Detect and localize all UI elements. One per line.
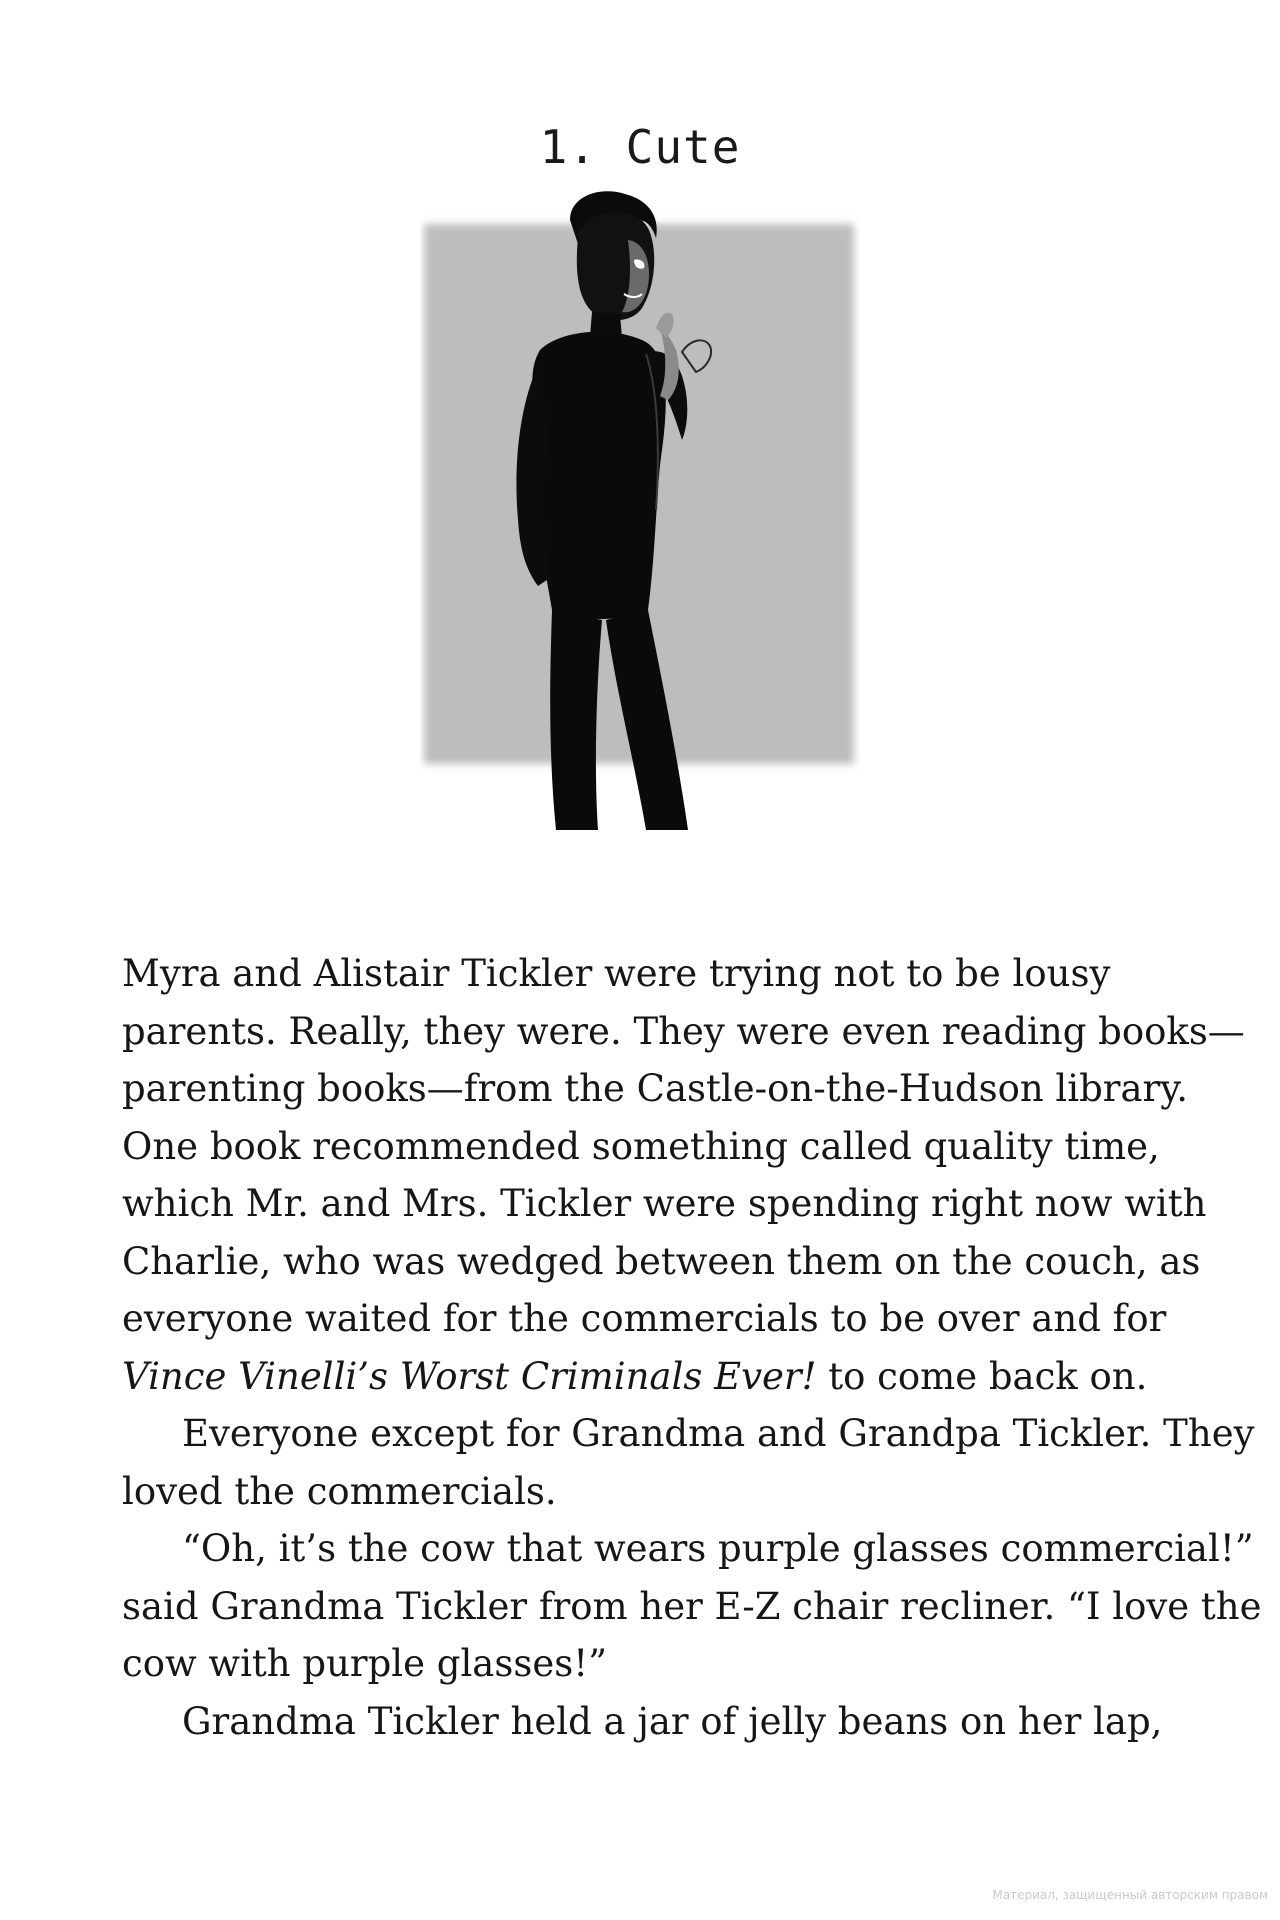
paragraph	[122, 1520, 1262, 1693]
chapter-title: 1. Cute	[539, 120, 741, 174]
text-line: Grandma Tickler held a jar of jelly beans on her lap,	[182, 1699, 1163, 1743]
paragraph	[122, 945, 1245, 1405]
text-line	[122, 1348, 1162, 1406]
text-line: everyone waited for the commercials to be over and for	[122, 1297, 1167, 1340]
text-line: Charlie, who was wedged between them on the couch, as	[122, 1239, 1201, 1283]
text-line: Everyone except for Grandma and Grandpa Tickler. They	[182, 1412, 1255, 1455]
paragraph	[122, 1405, 1255, 1520]
text-line: said Grandma Tickler from her E-Z chair recliner. “I love the	[122, 1584, 1262, 1628]
text-line: loved the commercials.	[122, 1469, 557, 1513]
chapter-illustration	[420, 190, 860, 850]
body-text	[122, 945, 1262, 1750]
text-line: parents. Really, they were. They were even reading books—	[122, 1009, 1245, 1053]
text-line: “Oh, it’s the cow that wears purple glasses commercial!”	[182, 1527, 1254, 1570]
text-line: parenting books—from the Castle-on-the-Hudson library.	[122, 1067, 1188, 1110]
text-line: which Mr. and Mrs. Tickler were spending right now with	[122, 1182, 1207, 1225]
text-line: One book recommended something called quality time,	[122, 1124, 1160, 1168]
copyright-watermark: Материал, защищенный авторским правом	[992, 1888, 1268, 1902]
paragraph	[122, 1693, 1162, 1751]
text-line: cow with purple glasses!”	[122, 1642, 607, 1685]
show-title: Vince Vinelli’s Worst Criminals Ever!	[122, 1354, 817, 1398]
text-fragment: to come back on.	[816, 1354, 1148, 1398]
text-line: Myra and Alistair Tickler were trying not to be lousy	[122, 952, 1111, 995]
